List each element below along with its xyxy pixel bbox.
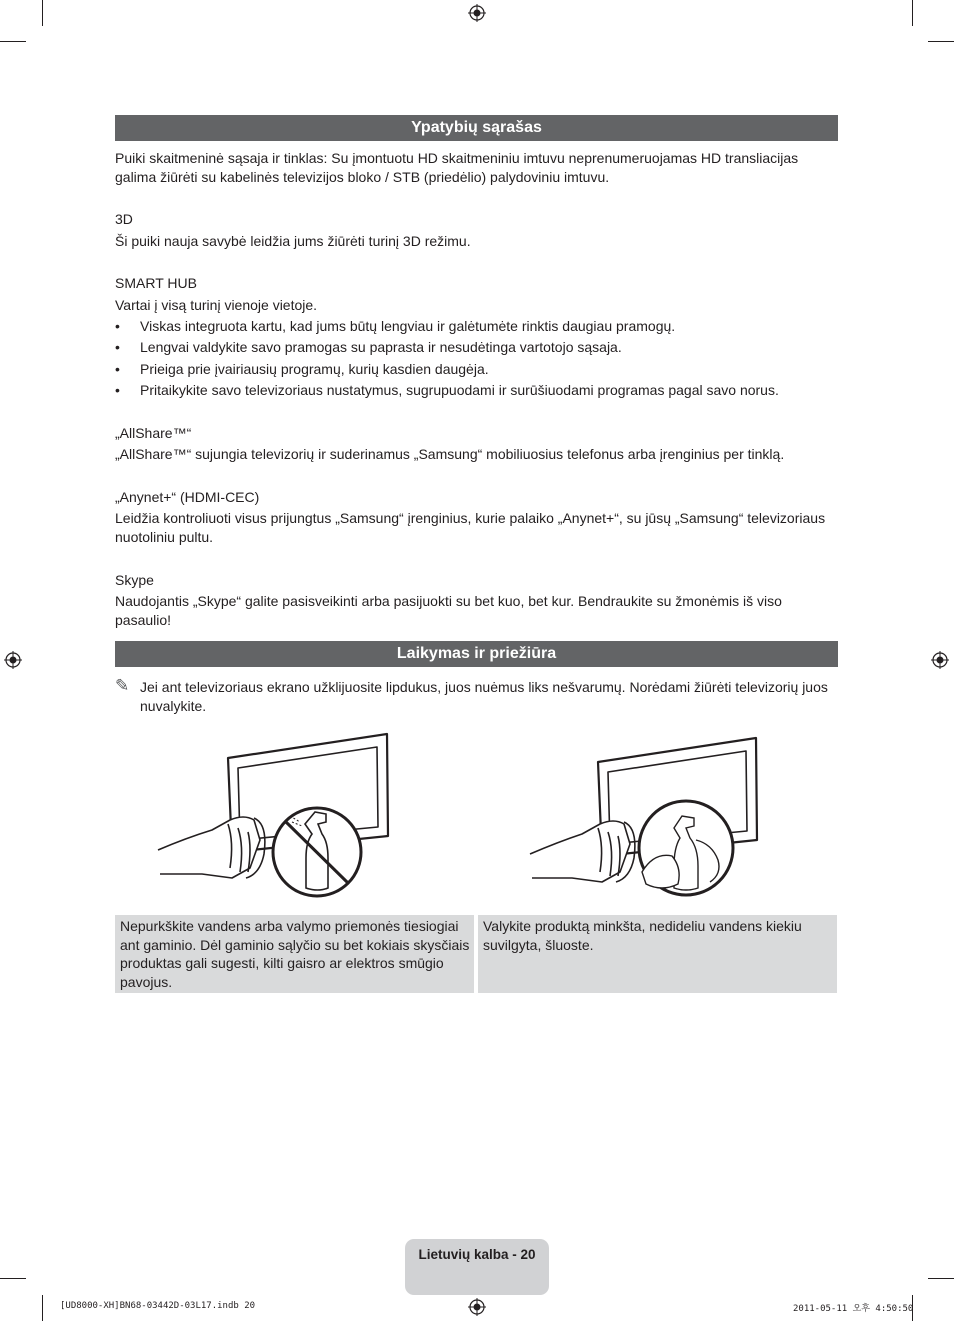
features-intro: Puiki skaitmeninė sąsaja ir tinklas: Su įmontuotu HD skaitmeniniu imtuvu neprenumeruojamas HD transliacijas galima žiūrėti su kabelinės televizijos bloko / STB (priedėlio) palydoviniu imtuvu.: [115, 150, 799, 185]
crop-mark: [0, 1278, 26, 1279]
feature-skype-text: Naudojantis „Skype“ galite pasisveikinti arba pasijuokti su bet kuo, bet kur. Bendraukite su žmonėmis iš viso pasaulio!: [115, 593, 782, 628]
tv-cloth-wipe-illustration: [522, 732, 772, 912]
print-slug-timestamp: 2011-05-11 오후 4:50:50: [793, 1304, 914, 1314]
feature-anynet-text: Leidžia kontroliuoti visus prijungtus „Samsung“ įrenginius, kurie palaiko „Anynet+“, su jūsų „Samsung“ televizoriaus nuotoliniu pultu.: [115, 510, 826, 545]
pencil-note-icon: ✎: [115, 676, 130, 695]
feature-3d-title: 3D: [115, 211, 133, 227]
crop-mark: [42, 0, 43, 26]
feature-smarthub-title: SMART HUB: [115, 275, 197, 291]
feature-3d-text: Ši puiki nauja savybė leidžia jums žiūrėti turinį 3D režimu.: [115, 233, 471, 249]
feature-smarthub-text: Vartai į visą turinį vienoje vietoje.: [115, 297, 318, 313]
feature-skype-title: Skype: [115, 572, 154, 588]
crop-mark: [912, 0, 913, 26]
crop-mark: [928, 1278, 954, 1279]
registration-mark-icon: [468, 1298, 486, 1316]
list-item-text: Prieiga prie įvairiausių programų, kurių kasdien daugėja.: [140, 361, 489, 377]
list-item-text: Lengvai valdykite savo pramogas su paprasta ir nesudėtinga vartotojo sąsaja.: [140, 339, 622, 355]
feature-anynet-title: „Anynet+“ (HDMI-CEC): [115, 489, 260, 505]
bullet: •: [115, 361, 120, 377]
tv-spray-prohibited-illustration: [150, 728, 400, 908]
crop-mark: [928, 41, 954, 42]
care-note-text: Jei ant televizoriaus ekrano užklijuosite lipdukus, juos nuėmus liks nešvarumų. Norėdami žiūrėti televizorių juos nuvalykite.: [140, 679, 828, 714]
feature-allshare-text: „AllShare™“ sujungia televizorių ir suderinamus „Samsung“ mobiliuosius telefonus arba įrenginius per tinklą.: [115, 446, 785, 462]
registration-mark-icon: [931, 651, 949, 669]
page-number-label: Lietuvių kalba - 20: [418, 1247, 536, 1262]
bullet: •: [115, 382, 120, 398]
crop-mark: [42, 1295, 43, 1321]
bullet: •: [115, 339, 120, 355]
print-slug-filename: [UD8000-XH]BN68-03442D-03L17.indb 20: [60, 1301, 256, 1311]
caption-wipe-cloth: Valykite produktą minkšta, nedideliu vandens kiekiu suvilgyta, šluoste.: [478, 915, 837, 993]
list-item-text: Viskas integruota kartu, kad jums būtų lengviau ir galėtumėte rinktis daugiau pramogų.: [140, 318, 676, 334]
section-title-care: Laikymas ir priežiūra: [115, 641, 838, 667]
feature-allshare-title: „AllShare™“: [115, 425, 192, 441]
registration-mark-icon: [4, 651, 22, 669]
list-item-text: Pritaikykite savo televizoriaus nustatymus, sugrupuodami ir surūšiuodami programas pagal savo norus.: [140, 382, 779, 398]
caption-do-not-spray: Nepurkškite vandens arba valymo priemonės tiesiogiai ant gaminio. Dėl gaminio sąlyčio su bet kokiais skysčiais produktas gali sugesti, kilti gaisro ar elektros smūgio pavojus.: [115, 915, 474, 993]
section-title-features: Ypatybių sąrašas: [115, 115, 838, 141]
registration-mark-icon: [468, 4, 486, 22]
crop-mark: [0, 41, 26, 42]
bullet: •: [115, 318, 120, 334]
